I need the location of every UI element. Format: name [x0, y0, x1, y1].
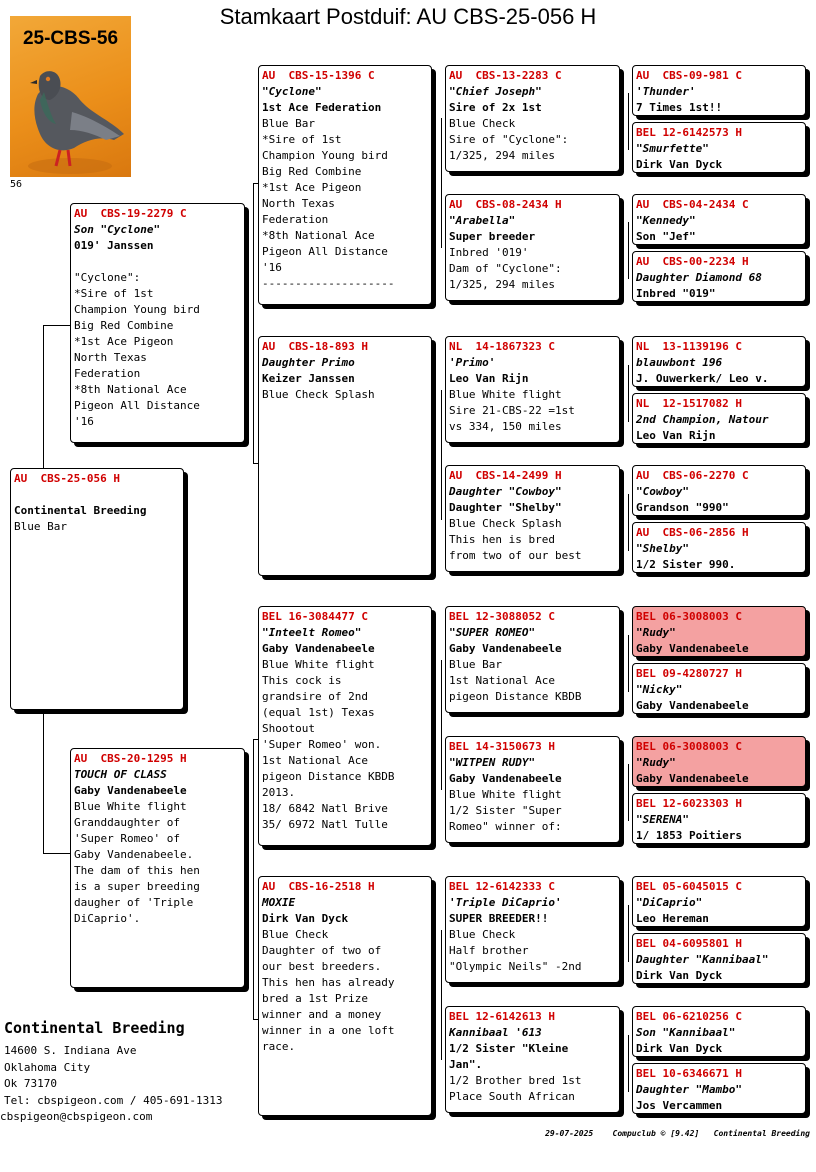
- bird-name: Kannibaal '613: [449, 1026, 542, 1039]
- pedigree-card-dss[interactable]: [445, 606, 620, 713]
- pedigree-card-g2[interactable]: [632, 122, 806, 173]
- ring-number: BEL 12-3088052 C: [449, 610, 555, 623]
- bird-name: 2nd Champion, Natour: [636, 413, 769, 426]
- bird-owner: Leo Van Rijn: [449, 372, 529, 385]
- bird-name: "WITPEN RUDY": [449, 756, 536, 769]
- ring-number: BEL 04-6095801 H: [636, 937, 742, 950]
- pedigree-card-g14[interactable]: [632, 933, 806, 984]
- bird-name: "Nicky": [636, 683, 683, 696]
- connector-line: [43, 853, 71, 854]
- pedigree-card-ss[interactable]: [258, 65, 432, 305]
- ring-number: BEL 05-6045015 C: [636, 880, 742, 893]
- bird-name: Daughter Diamond 68: [636, 271, 762, 284]
- bird-name: "Cyclone": [262, 85, 322, 98]
- bird-name: "SUPER ROMEO": [449, 626, 536, 639]
- bird-notes: Blue White flight 1/2 Sister "Super Romeo" winner of:: [449, 788, 562, 833]
- breeder-address: 14600 S. Indiana Ave: [4, 1044, 137, 1057]
- bird-owner: Super breeder: [449, 230, 536, 243]
- bird-name: Son "Cyclone": [74, 223, 161, 236]
- bird-name: "Kennedy": [636, 214, 696, 227]
- ring-number: AU CBS-00-2234 H: [636, 255, 749, 268]
- bird-owner: Gaby Vandenabeele: [74, 784, 187, 797]
- footer-owner: Continental Breeding: [713, 1129, 810, 1138]
- connector-line: [253, 739, 254, 1019]
- bird-owner: 1/2 Sister "Kleine Jan".: [449, 1042, 569, 1071]
- connector-line: [441, 660, 442, 790]
- connector-line: [441, 930, 442, 1060]
- page-title: Stamkaart Postduif: AU CBS-25-056 H: [219, 4, 597, 29]
- ring-number: AU CBS-14-2499 H: [449, 469, 562, 482]
- breeder-state-zip: Ok 73170: [4, 1077, 57, 1090]
- pedigree-card-g5[interactable]: [632, 336, 806, 387]
- bird-owner: Dirk Van Dyck: [636, 969, 723, 982]
- connector-line: [628, 222, 629, 279]
- footer-date: 29-07-2025: [545, 1129, 594, 1138]
- bird-owner: Gaby Vandenabeele: [449, 772, 562, 785]
- bird-owner: Gaby Vandenabeele: [636, 642, 749, 655]
- bird-name: "Shelby": [636, 542, 689, 555]
- bird-name: TOUCH OF CLASS: [74, 768, 167, 781]
- bird-owner: Grandson "990": [636, 501, 729, 514]
- bird-name: "Rudy": [636, 626, 676, 639]
- bird-notes: Blue Check Sire of "Cyclone": 1/325, 294 miles: [449, 117, 569, 162]
- bird-notes: Blue Check Half brother "Olympic Neils" -2nd: [449, 928, 582, 973]
- pedigree-card-dd[interactable]: [258, 876, 432, 1116]
- pedigree-card-dam[interactable]: [70, 748, 245, 988]
- pedigree-card-dds[interactable]: [445, 876, 620, 983]
- bird-owner: 019' Janssen: [74, 239, 154, 252]
- pedigree-card-ds[interactable]: [258, 606, 432, 846]
- bird-name: Daughter Primo: [262, 356, 355, 369]
- bird-owner: Leo Van Rijn: [636, 429, 716, 442]
- ring-number: BEL 12-6142573 H: [636, 126, 742, 139]
- bird-owner: Son "Jef": [636, 230, 696, 243]
- bird-owner: Sire of 2x 1st: [449, 101, 542, 114]
- breeder-info: [0, 1018, 223, 1126]
- bird-notes: Inbred '019' Dam of "Cyclone": 1/325, 294 miles: [449, 246, 562, 291]
- pedigree-card-subject[interactable]: [10, 468, 184, 710]
- bird-notes: Blue Bar *Sire of 1st Champion Young bird Big Red Combine *1st Ace Pigeon North Texas Federation *8th National Ace Pigeon All Distance '16 --------------------: [262, 117, 395, 290]
- bird-notes: Blue Bar: [14, 520, 67, 533]
- bird-notes: Blue Check Splash: [262, 388, 375, 401]
- ring-number: BEL 12-6142613 H: [449, 1010, 555, 1023]
- connector-line: [43, 710, 44, 853]
- bird-owner: Dirk Van Dyck: [636, 158, 723, 171]
- ring-number: AU CBS-20-1295 H: [74, 752, 187, 765]
- bird-owner: Inbred "019": [636, 287, 716, 300]
- bird-name: "SERENA": [636, 813, 689, 826]
- bird-owner: 1/ 1853 Poitiers: [636, 829, 742, 842]
- bird-name: MOXIE: [262, 896, 296, 909]
- pedigree-card-sire[interactable]: [70, 203, 245, 443]
- pedigree-card-g1[interactable]: [632, 65, 806, 116]
- pedigree-card-sdd[interactable]: [445, 465, 620, 572]
- bird-name: "DiCaprio": [636, 896, 703, 909]
- ring-number: BEL 09-4280727 H: [636, 667, 742, 680]
- ring-number: AU CBS-08-2434 H: [449, 198, 562, 211]
- pedigree-card-g12[interactable]: [632, 793, 806, 844]
- bird-notes: Blue Check Splash This hen is bred from two of our best: [449, 517, 582, 562]
- connector-line: [628, 635, 629, 692]
- pedigree-card-g9[interactable]: [632, 606, 806, 657]
- bird-owner: Gaby Vandenabeele: [449, 642, 562, 655]
- bird-notes: Blue Check Daughter of two of our best breeders. This hen has already bred a 1st Prize winner and a money winner in a one loft race.: [262, 928, 395, 1053]
- ring-number: NL 12-1517082 H: [636, 397, 742, 410]
- breeder-contact: Tel: cbspigeon.com / 405-691-1313: [4, 1093, 223, 1107]
- bird-name: "Chief Joseph": [449, 85, 542, 98]
- breeder-email: cbspigeon@cbspigeon.com: [0, 1110, 153, 1123]
- pedigree-card-ssd[interactable]: [445, 194, 620, 301]
- ring-number: AU CBS-04-2434 C: [636, 198, 749, 211]
- connector-line: [43, 325, 71, 326]
- pedigree-card-g16[interactable]: [632, 1063, 806, 1114]
- bird-name: 'Triple DiCaprio': [449, 896, 562, 909]
- bird-owner: Dirk Van Dyck: [636, 1042, 723, 1055]
- bird-name: "Rudy": [636, 756, 676, 769]
- ring-number: AU CBS-18-893 H: [262, 340, 368, 353]
- ring-number: NL 13-1139196 C: [636, 340, 742, 353]
- ring-number: AU CBS-06-2856 H: [636, 526, 749, 539]
- connector-line: [628, 905, 629, 962]
- bird-name: "Inteelt Romeo": [262, 626, 362, 639]
- ring-number: BEL 14-3150673 H: [449, 740, 555, 753]
- bird-name: Daughter "Cowboy": [449, 485, 562, 498]
- ring-number: AU CBS-15-1396 C: [262, 69, 375, 82]
- connector-line: [628, 93, 629, 150]
- bird-notes: Blue White flight This cock is grandsire of 2nd (equal 1st) Texas Shootout 'Super Romeo' won. 1st National Ace pigeon Distance KBDB 2013. 18/ 6842 Natl Brive 35/ 6972 Natl Tulle: [262, 658, 395, 831]
- bird-owner: Gaby Vandenabeele: [636, 772, 749, 785]
- pedigree-card-g10[interactable]: [632, 663, 806, 714]
- pedigree-card-g11[interactable]: [632, 736, 806, 787]
- bird-name: "Cowboy": [636, 485, 689, 498]
- photo-caption: 56: [10, 179, 23, 190]
- ring-number: BEL 12-6142333 C: [449, 880, 555, 893]
- ring-number: AU CBS-06-2270 C: [636, 469, 749, 482]
- bird-owner: Continental Breeding: [14, 504, 147, 517]
- bird-owner: 7 Times 1st!!: [636, 101, 723, 114]
- pedigree-card-g3[interactable]: [632, 194, 806, 245]
- footer: [545, 1129, 810, 1138]
- bird-owner: Gaby Vandenabeele: [636, 699, 749, 712]
- bird-owner: 1/2 Sister 990.: [636, 558, 736, 571]
- breeder-city: Oklahoma City: [4, 1060, 91, 1074]
- ring-number: NL 14-1867323 C: [449, 340, 555, 353]
- bird-owner: Daughter "Shelby": [449, 501, 562, 514]
- bird-owner: SUPER BREEDER!!: [449, 912, 549, 925]
- ring-number: BEL 06-3008003 C: [636, 740, 742, 753]
- pedigree-card-sss[interactable]: [445, 65, 620, 172]
- bird-name: Son "Kannibaal": [636, 1026, 736, 1039]
- connector-line: [43, 325, 44, 468]
- bird-notes: Blue White flight Granddaughter of 'Super Romeo' of Gaby Vandenabeele. The dam of this hen is a super breeding daugher of 'Triple DiCaprio'.: [74, 800, 200, 925]
- pigeon-image: [10, 16, 131, 177]
- bird-notes: Blue Bar 1st National Ace pigeon Distance KBDB: [449, 658, 582, 703]
- bird-name: [14, 487, 180, 503]
- bird-notes: "Cyclone": *Sire of 1st Champion Young bird Big Red Combine *1st Ace Pigeon North Texas Federation *8th National Ace Pigeon All Distance '16: [74, 271, 200, 428]
- pedigree-card-g6[interactable]: [632, 393, 806, 444]
- connector-line: [441, 390, 442, 520]
- bird-owner: Keizer Janssen: [262, 372, 355, 385]
- ring-number: AU CBS-09-981 C: [636, 69, 742, 82]
- pedigree-card-g8[interactable]: [632, 522, 806, 573]
- bird-name: 'Thunder': [636, 85, 696, 98]
- ring-number: AU CBS-13-2283 C: [449, 69, 562, 82]
- ring-number: BEL 06-3008003 C: [636, 610, 742, 623]
- pedigree-card-g4[interactable]: [632, 251, 806, 302]
- ring-number: BEL 06-6210256 C: [636, 1010, 742, 1023]
- connector-line: [253, 183, 254, 463]
- pedigree-card-sd[interactable]: [258, 336, 432, 576]
- footer-software: Compuclub © [9.42]: [612, 1129, 700, 1138]
- ring-number: AU CBS-16-2518 H: [262, 880, 375, 893]
- bird-owner: Leo Hereman: [636, 912, 709, 925]
- breeder-name: Continental Breeding: [4, 1019, 185, 1037]
- bird-name: "Smurfette": [636, 142, 709, 155]
- connector-line: [628, 365, 629, 422]
- pigeon-photo: [10, 16, 131, 177]
- photo-ring-label: 25-CBS-56: [22, 28, 119, 49]
- bird-owner: Gaby Vandenabeele: [262, 642, 375, 655]
- pedigree-card-g15[interactable]: [632, 1006, 806, 1057]
- bird-owner: Jos Vercammen: [636, 1099, 723, 1112]
- bird-name: Daughter "Kannibaal": [636, 953, 769, 966]
- bird-owner: J. Ouwerkerk/ Leo v.: [636, 372, 769, 385]
- pedigree-card-g7[interactable]: [632, 465, 806, 516]
- pedigree-card-ddd[interactable]: [445, 1006, 620, 1113]
- bird-name: 'Primo': [449, 356, 496, 369]
- ring-number: BEL 12-6023303 H: [636, 797, 742, 810]
- bird-owner: 1st Ace Federation: [262, 101, 382, 114]
- ring-number: AU CBS-25-056 H: [14, 472, 120, 485]
- bird-name: Daughter "Mambo": [636, 1083, 742, 1096]
- connector-line: [628, 494, 629, 551]
- ring-number: AU CBS-19-2279 C: [74, 207, 187, 220]
- ring-number: BEL 10-6346671 H: [636, 1067, 742, 1080]
- bird-notes: Blue White flight Sire 21-CBS-22 =1st vs 334, 150 miles: [449, 388, 575, 433]
- bird-owner: Dirk Van Dyck: [262, 912, 349, 925]
- connector-line: [628, 1035, 629, 1092]
- connector-line: [628, 764, 629, 821]
- connector-line: [441, 118, 442, 248]
- bird-name: blauwbont 196: [636, 356, 723, 369]
- ring-number: BEL 16-3084477 C: [262, 610, 368, 623]
- pedigree-card-dsd[interactable]: [445, 736, 620, 843]
- bird-notes: 1/2 Brother bred 1st Place South African: [449, 1074, 582, 1103]
- pedigree-card-g13[interactable]: [632, 876, 806, 927]
- bird-name: "Arabella": [449, 214, 516, 227]
- pedigree-card-sds[interactable]: [445, 336, 620, 443]
